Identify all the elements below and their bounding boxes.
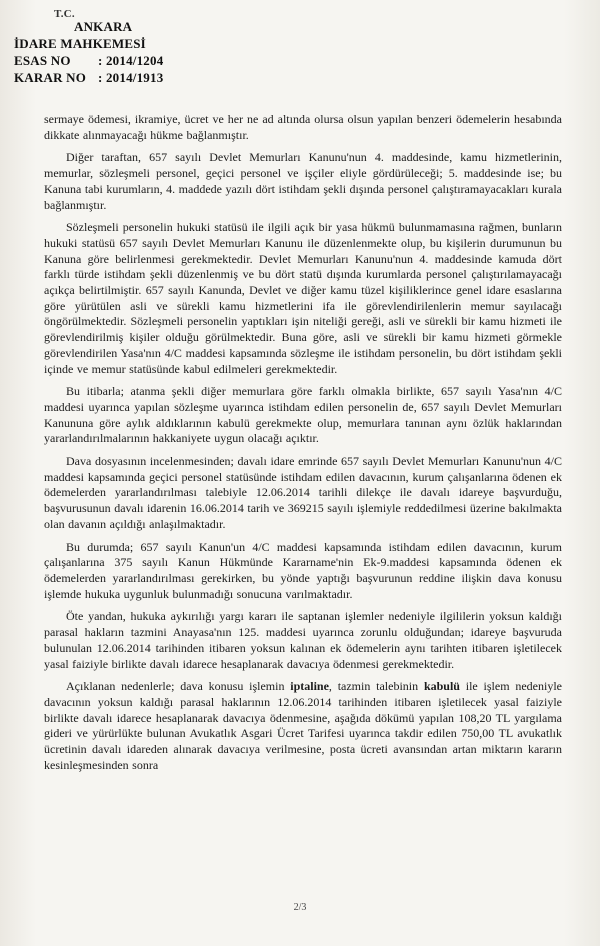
paragraph: sermaye ödemesi, ikramiye, ücret ve her ne ad altında olursa olsun yapılan benzeri ödemelerin hesabında dikkate alınmayacağı hükme bağlanmıştır. — [44, 112, 562, 142]
karar-value: : 2014/1913 — [98, 70, 164, 85]
final-text-2: , tazmin talebinin — [328, 679, 424, 694]
karar-label: KARAR NO — [14, 70, 87, 85]
header-court-name: İDARE MAHKEMESİ — [14, 36, 146, 51]
paragraph: Sözleşmeli personelin hukuki statüsü ile ilgili açık bir yasa hükmü bulunmamasına rağmen, bunların hukuki statüsü 657 sayılı Devlet Memurları Kanunu ile düzenlenmekte olup, bu kişilerin durumunun bu Kanuna göre belirlenmesi gerekmektedir. Devlet Memurları Kanunu'nun 4. maddesinde kamuda dört farklı türde istihdam şekli düzenlenmiş ve bu dört statü dışında kurumlarda personel çalıştırılamayacağı açıkça belirtilmiştir. 657 sayılı Kanunda, Devlet ve diğer kamu tüzel kişiliklerince genel idare esaslarına göre yürütülen asli ve sürekli kamu hizmetlerini ifa ile görevlendirilenlerin memur sayılacağı öngörülmektedir. Sözleşmeli personelin yaptıkları işin niteliği gereği, asli ve sürekli bir kamu hizmeti ile görevlendirilmiş kişiler olduğu görülmektedir. Buna göre, asli ve sürekli bir kamu hizmeti görmekle görevlendirilen Yasa'nın 4/C maddesi kapsamında sözleşme ile istihdam personelin, bu dört istihdam şekli içinde ve memur statüsünde kabul edilmeleri gerekmektedir. — [44, 220, 562, 376]
paragraph: Diğer taraftan, 657 sayılı Devlet Memurları Kanunu'nun 4. maddesinde, kamu hizmetlerinin, memurlar, sözleşmeli personel, geçici personel ve işçiler eliyle gördürüleceği; 5. maddesinde ise; bu Kanuna tabi kurumların, 4. maddede yazılı dört istihdam şekli dışında personel çalıştıramayacakları kurala bağlanmıştır. — [44, 150, 562, 212]
final-text-1: Açıklanan nedenlerle; dava konusu işlemin — [66, 679, 291, 694]
final-paragraph — [44, 679, 562, 773]
esas-value: : 2014/1204 — [98, 53, 164, 68]
final-text-3: ile işlem nedeniyle davacının yoksun kaldığı parasal haklarının 12.06.2014 tarihinden itibaren işletilecek yasal faiziyle birlikte davalı idarece hesaplanarak davacıya ödenmesine, aşağıda dökümü yapılan 108,20 TL yargılama gideri ve yürürlükte bulunan Avukatlık Asgari Ücret Tarifesi uyarınca takdir edilen 750,00 TL avukatlık ücretinin davalı idareden alınarak davacıya verilmesine, posta ücreti avansından artan miktarın kararın kesinleşmesinden sonra — [44, 679, 562, 772]
final-bold-iptaline: iptaline — [290, 679, 329, 694]
paragraph: Bu durumda; 657 sayılı Kanun'un 4/C maddesi kapsamında istihdam edilen davacının, kurum çalışanlarına 375 sayılı Kanun Hükmünde Kararname'nin Ek-9.maddesi kapsamında ödenen ek ödemelerden yararlandırılması gerekirken, bu yönde yaptığı başvurunun reddine ilişkin dava konusu işlemde hukuka uygunluk bulunmadığı sonucuna varılmaktadır. — [44, 539, 562, 601]
paragraph: Dava dosyasının incelenmesinden; davalı idare emrinde 657 sayılı Devlet Memurları Kanunu'nun 4/C maddesi kapsamında geçici personel statüsünde istihdam edilen davacının, kurum çalışanlarına ödenen ek ödemelerden yararlandırılması talebiyle 12.06.2014 tarihli dilekçe ile davalı idareye başvurduğu, başvurusunun davalı idarenin 16.06.2014 tarih ve 369215 sayılı işlemiyle reddedilmesi üzerine bakılmakta olan davanın açıldığı anlaşılmaktadır. — [44, 454, 562, 531]
final-bold-kabulu: kabulü — [423, 679, 460, 694]
karar-row — [14, 69, 163, 86]
header-court-city: ANKARA — [74, 19, 133, 34]
paragraph: Bu itibarla; atanma şekli diğer memurlara göre farklı olmakla birlikte, 657 sayılı Yasa'nın 4/C maddesi uyarınca yapılan sözleşme uyarınca istihdam edilen personelin de, 657 sayılı Devlet Memurları Kanununa göre aylık aldıklarının kabulü gerekmekte olup, memurlara tanınan aynı özlük haklarından yararlandırılmalarının hakkaniyete uygun olacağı açıktır. — [44, 384, 562, 446]
header-tc: T.C. — [54, 8, 75, 18]
esas-row — [14, 52, 163, 69]
page-number: 2/3 — [293, 902, 307, 913]
paragraph: Öte yandan, hukuka aykırılığı yargı kararı ile saptanan işlemler nedeniyle ilgililerin yoksun kaldığı parasal hakların tazmini Anayasa'nın 125. maddesi uyarınca zorunlu olduğundan; idareye başvuruda bulunulan 12.06.2014 tarihinden itibaren yoksun kalınan ek ödemelerin aynı tarihten itibaren işletilecek yasal faiziyle birlikte davalı idarece hesaplanarak davacıya ödenmesi gerekmektedir. — [44, 609, 562, 671]
document-header — [14, 6, 163, 86]
document-body — [44, 112, 562, 780]
esas-label: ESAS NO — [14, 53, 71, 68]
